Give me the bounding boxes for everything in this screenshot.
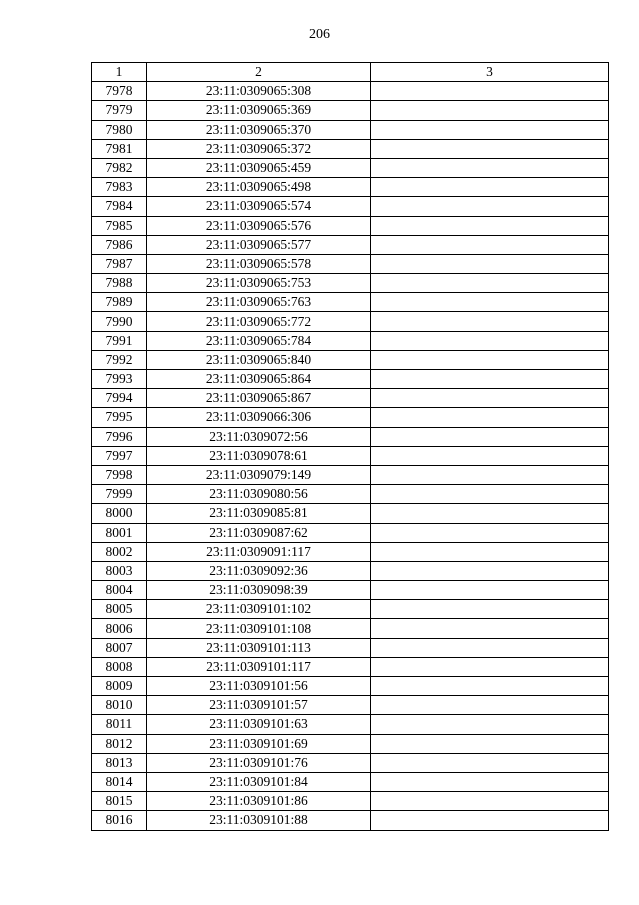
table-row	[92, 408, 609, 427]
cadastral-number-cell: 23:11:0309065:772	[147, 312, 371, 331]
cadastral-number-cell: 23:11:0309065:840	[147, 350, 371, 369]
table-row	[92, 389, 609, 408]
row-number-cell: 7979	[92, 101, 147, 120]
row-number-cell: 8011	[92, 715, 147, 734]
cadastral-number-cell: 23:11:0309101:117	[147, 657, 371, 676]
cadastral-number-cell: 23:11:0309065:308	[147, 82, 371, 101]
column-header-3: 3	[371, 63, 609, 82]
note-cell	[371, 792, 609, 811]
row-number-cell: 8012	[92, 734, 147, 753]
note-cell	[371, 216, 609, 235]
table-row	[92, 485, 609, 504]
note-cell	[371, 734, 609, 753]
row-number-cell: 7987	[92, 254, 147, 273]
table-row	[92, 216, 609, 235]
note-cell	[371, 254, 609, 273]
row-number-cell: 7998	[92, 465, 147, 484]
table-row	[92, 427, 609, 446]
table-row	[92, 561, 609, 580]
note-cell	[371, 446, 609, 465]
cadastral-number-cell: 23:11:0309065:459	[147, 158, 371, 177]
table-row	[92, 523, 609, 542]
table-row	[92, 446, 609, 465]
table-row	[92, 350, 609, 369]
cadastral-number-cell: 23:11:0309101:56	[147, 677, 371, 696]
table-row	[92, 293, 609, 312]
note-cell	[371, 350, 609, 369]
note-cell	[371, 542, 609, 561]
cadastral-number-cell: 23:11:0309065:784	[147, 331, 371, 350]
row-number-cell: 7981	[92, 139, 147, 158]
row-number-cell: 7997	[92, 446, 147, 465]
cadastral-number-cell: 23:11:0309065:372	[147, 139, 371, 158]
note-cell	[371, 561, 609, 580]
column-header-2: 2	[147, 63, 371, 82]
cadastral-number-cell: 23:11:0309065:578	[147, 254, 371, 273]
header-row	[92, 63, 609, 82]
table-row	[92, 581, 609, 600]
table-row	[92, 178, 609, 197]
row-number-cell: 8004	[92, 581, 147, 600]
row-number-cell: 7996	[92, 427, 147, 446]
note-cell	[371, 293, 609, 312]
table-row	[92, 465, 609, 484]
table-row	[92, 657, 609, 676]
row-number-cell: 7995	[92, 408, 147, 427]
table-row	[92, 542, 609, 561]
note-cell	[371, 274, 609, 293]
cadastral-number-cell: 23:11:0309101:57	[147, 696, 371, 715]
cadastral-number-cell: 23:11:0309065:867	[147, 389, 371, 408]
cadastral-number-cell: 23:11:0309101:84	[147, 772, 371, 791]
note-cell	[371, 677, 609, 696]
table-row	[92, 772, 609, 791]
row-number-cell: 8015	[92, 792, 147, 811]
note-cell	[371, 485, 609, 504]
note-cell	[371, 657, 609, 676]
note-cell	[371, 772, 609, 791]
row-number-cell: 8003	[92, 561, 147, 580]
row-number-cell: 7985	[92, 216, 147, 235]
row-number-cell: 7988	[92, 274, 147, 293]
cadastral-number-cell: 23:11:0309065:763	[147, 293, 371, 312]
cadastral-number-cell: 23:11:0309078:61	[147, 446, 371, 465]
cadastral-number-cell: 23:11:0309065:498	[147, 178, 371, 197]
note-cell	[371, 638, 609, 657]
note-cell	[371, 82, 609, 101]
table-row	[92, 101, 609, 120]
cadastral-number-cell: 23:11:0309101:88	[147, 811, 371, 830]
cadastral-table	[91, 62, 609, 831]
note-cell	[371, 465, 609, 484]
cadastral-number-cell: 23:11:0309101:113	[147, 638, 371, 657]
table-row	[92, 197, 609, 216]
note-cell	[371, 408, 609, 427]
cadastral-number-cell: 23:11:0309101:86	[147, 792, 371, 811]
table-row	[92, 139, 609, 158]
row-number-cell: 8010	[92, 696, 147, 715]
page-number: 206	[309, 27, 330, 42]
column-header-1: 1	[92, 63, 147, 82]
note-cell	[371, 139, 609, 158]
cadastral-number-cell: 23:11:0309098:39	[147, 581, 371, 600]
note-cell	[371, 197, 609, 216]
cadastral-number-cell: 23:11:0309066:306	[147, 408, 371, 427]
table-row	[92, 82, 609, 101]
table-row	[92, 638, 609, 657]
note-cell	[371, 753, 609, 772]
row-number-cell: 8000	[92, 504, 147, 523]
cadastral-number-cell: 23:11:0309072:56	[147, 427, 371, 446]
note-cell	[371, 581, 609, 600]
table-row	[92, 235, 609, 254]
note-cell	[371, 427, 609, 446]
note-cell	[371, 120, 609, 139]
row-number-cell: 8001	[92, 523, 147, 542]
cadastral-number-cell: 23:11:0309065:753	[147, 274, 371, 293]
note-cell	[371, 696, 609, 715]
table-row	[92, 753, 609, 772]
table-body	[92, 82, 609, 830]
table-row	[92, 811, 609, 830]
note-cell	[371, 370, 609, 389]
row-number-cell: 8014	[92, 772, 147, 791]
row-number-cell: 8002	[92, 542, 147, 561]
cadastral-number-cell: 23:11:0309092:36	[147, 561, 371, 580]
cadastral-number-cell: 23:11:0309085:81	[147, 504, 371, 523]
cadastral-number-cell: 23:11:0309065:577	[147, 235, 371, 254]
table-row	[92, 120, 609, 139]
note-cell	[371, 715, 609, 734]
row-number-cell: 7994	[92, 389, 147, 408]
table-row	[92, 734, 609, 753]
note-cell	[371, 389, 609, 408]
table-row	[92, 158, 609, 177]
table-row	[92, 792, 609, 811]
cadastral-number-cell: 23:11:0309065:574	[147, 197, 371, 216]
row-number-cell: 7984	[92, 197, 147, 216]
row-number-cell: 8006	[92, 619, 147, 638]
cadastral-number-cell: 23:11:0309080:56	[147, 485, 371, 504]
table-row	[92, 370, 609, 389]
table-row	[92, 715, 609, 734]
note-cell	[371, 158, 609, 177]
cadastral-number-cell: 23:11:0309065:576	[147, 216, 371, 235]
cadastral-number-cell: 23:11:0309101:63	[147, 715, 371, 734]
note-cell	[371, 312, 609, 331]
row-number-cell: 8005	[92, 600, 147, 619]
cadastral-number-cell: 23:11:0309101:76	[147, 753, 371, 772]
note-cell	[371, 331, 609, 350]
note-cell	[371, 811, 609, 830]
table-row	[92, 254, 609, 273]
row-number-cell: 8008	[92, 657, 147, 676]
table-row	[92, 600, 609, 619]
note-cell	[371, 101, 609, 120]
note-cell	[371, 600, 609, 619]
cadastral-number-cell: 23:11:0309079:149	[147, 465, 371, 484]
table-header	[92, 63, 609, 82]
row-number-cell: 7990	[92, 312, 147, 331]
row-number-cell: 7989	[92, 293, 147, 312]
row-number-cell: 7982	[92, 158, 147, 177]
cadastral-number-cell: 23:11:0309087:62	[147, 523, 371, 542]
note-cell	[371, 235, 609, 254]
table-row	[92, 331, 609, 350]
cadastral-number-cell: 23:11:0309101:69	[147, 734, 371, 753]
row-number-cell: 8016	[92, 811, 147, 830]
table-row	[92, 312, 609, 331]
row-number-cell: 8009	[92, 677, 147, 696]
table-row	[92, 504, 609, 523]
note-cell	[371, 178, 609, 197]
row-number-cell: 8013	[92, 753, 147, 772]
row-number-cell: 8007	[92, 638, 147, 657]
table-row	[92, 696, 609, 715]
row-number-cell: 7999	[92, 485, 147, 504]
table-row	[92, 619, 609, 638]
cadastral-number-cell: 23:11:0309091:117	[147, 542, 371, 561]
cadastral-number-cell: 23:11:0309065:370	[147, 120, 371, 139]
cadastral-number-cell: 23:11:0309101:108	[147, 619, 371, 638]
cadastral-number-cell: 23:11:0309065:369	[147, 101, 371, 120]
row-number-cell: 7980	[92, 120, 147, 139]
note-cell	[371, 504, 609, 523]
note-cell	[371, 523, 609, 542]
row-number-cell: 7991	[92, 331, 147, 350]
row-number-cell: 7986	[92, 235, 147, 254]
row-number-cell: 7992	[92, 350, 147, 369]
row-number-cell: 7978	[92, 82, 147, 101]
row-number-cell: 7983	[92, 178, 147, 197]
table-row	[92, 677, 609, 696]
row-number-cell: 7993	[92, 370, 147, 389]
cadastral-number-cell: 23:11:0309101:102	[147, 600, 371, 619]
table-row	[92, 274, 609, 293]
cadastral-number-cell: 23:11:0309065:864	[147, 370, 371, 389]
note-cell	[371, 619, 609, 638]
